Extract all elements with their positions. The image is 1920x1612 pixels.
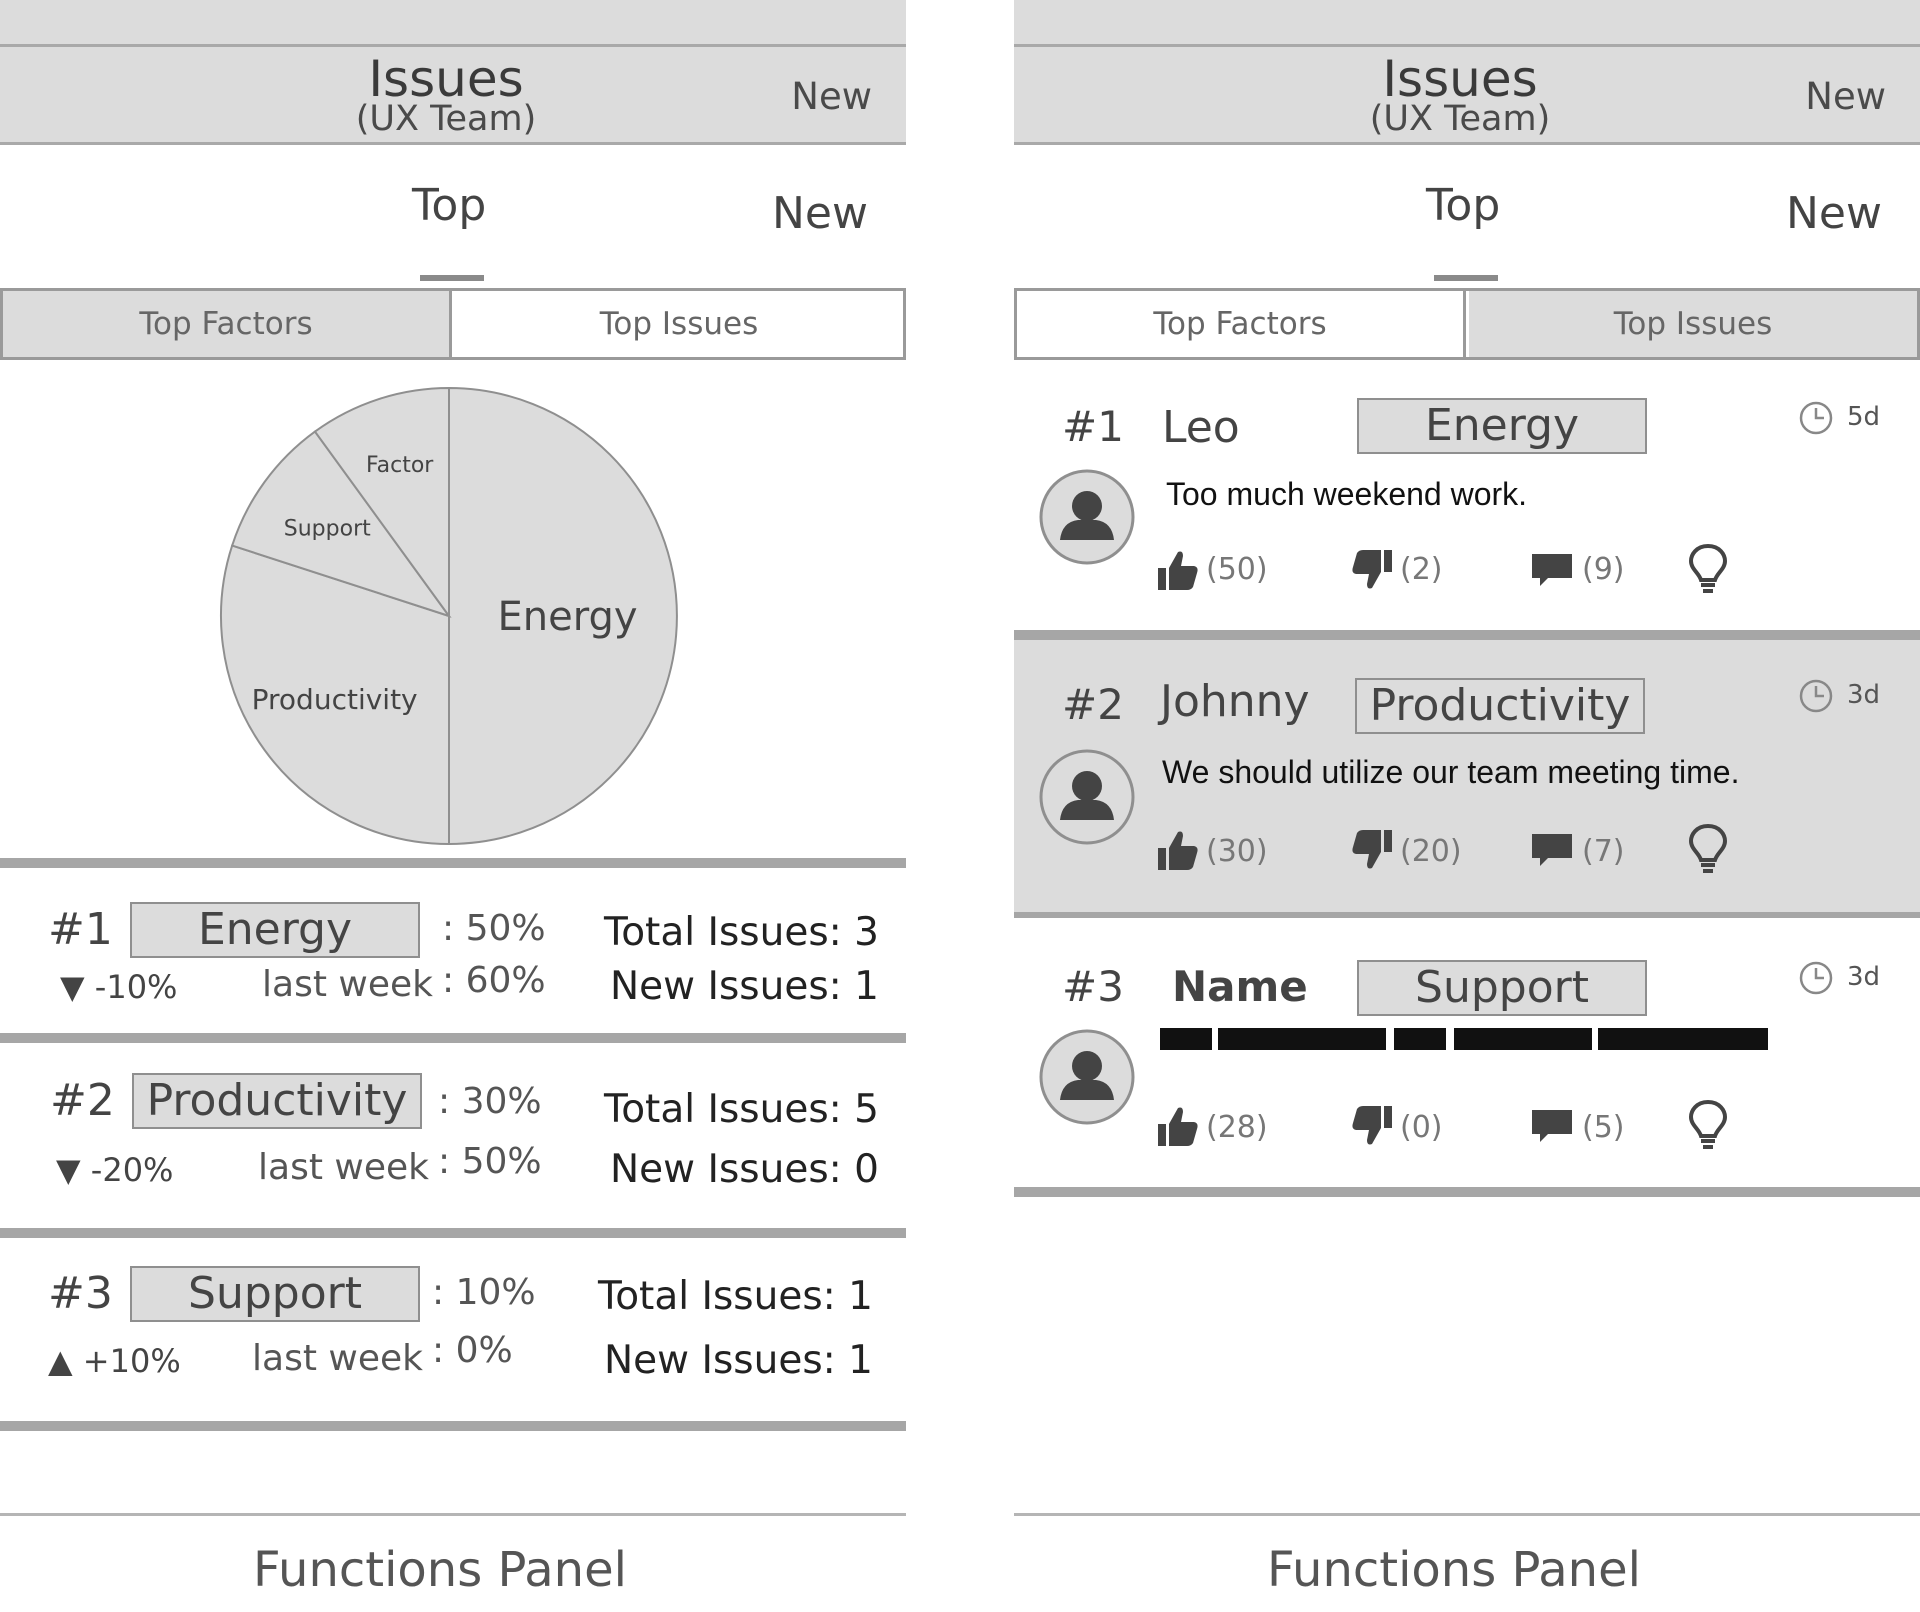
comment-icon[interactable] xyxy=(1528,826,1576,874)
total-issues: Total Issues: 1 xyxy=(598,1274,873,1319)
issue-author: Leo xyxy=(1162,402,1240,453)
redacted-text xyxy=(1598,1028,1768,1050)
likes-count: (30) xyxy=(1206,834,1268,869)
issue-rank: #1 xyxy=(1062,402,1124,451)
issue-age: 3d xyxy=(1847,962,1881,992)
thumbs-up-icon[interactable] xyxy=(1154,546,1202,594)
comments-count: (9) xyxy=(1582,552,1625,587)
last-week-label: last week xyxy=(262,964,433,1005)
issue-rank: #3 xyxy=(1062,962,1124,1011)
redacted-text xyxy=(1160,1028,1212,1050)
thumbs-down-icon[interactable] xyxy=(1348,546,1396,594)
clock-icon xyxy=(1798,678,1834,714)
pie-label-support: Support xyxy=(283,516,371,542)
functions-panel[interactable]: Functions Panel xyxy=(253,1542,627,1598)
comment-icon[interactable] xyxy=(1528,546,1576,594)
factor-trend: ▼ -10% xyxy=(60,968,178,1006)
likes-count: (28) xyxy=(1206,1110,1268,1145)
lightbulb-icon[interactable] xyxy=(1686,542,1730,596)
comments-count: (5) xyxy=(1582,1110,1625,1145)
issue-rank: #2 xyxy=(1062,680,1124,729)
new-issues: New Issues: 1 xyxy=(610,964,879,1009)
issue-author: Johnny xyxy=(1160,676,1310,727)
avatar-icon[interactable] xyxy=(1038,1028,1136,1126)
total-issues: Total Issues: 3 xyxy=(604,910,879,955)
new-issues: New Issues: 0 xyxy=(610,1147,879,1192)
total-issues: Total Issues: 5 xyxy=(604,1087,879,1132)
lightbulb-icon[interactable] xyxy=(1686,822,1730,876)
likes-count: (50) xyxy=(1206,552,1268,587)
functions-divider xyxy=(1014,1513,1920,1516)
factor-rank: #1 xyxy=(48,904,113,955)
divider xyxy=(0,858,906,868)
factor-rank: #3 xyxy=(48,1268,113,1319)
thumbs-down-icon[interactable] xyxy=(1348,1102,1396,1150)
tab-bar xyxy=(1014,148,1920,288)
factor-tag: Productivity xyxy=(132,1073,422,1129)
divider xyxy=(0,1033,906,1043)
tab-bar xyxy=(0,148,906,288)
issue-category-tag: Productivity xyxy=(1355,678,1645,734)
last-week-value: : 0% xyxy=(432,1330,513,1371)
status-bar xyxy=(1014,0,1920,47)
page-subtitle: (UX Team) xyxy=(355,99,537,139)
functions-panel[interactable]: Functions Panel xyxy=(1267,1542,1641,1598)
lightbulb-icon[interactable] xyxy=(1686,1098,1730,1152)
top-factors-screen xyxy=(0,0,906,1612)
tab-new[interactable]: New xyxy=(1786,188,1882,239)
last-week-label: last week xyxy=(252,1338,423,1379)
last-week-value: : 60% xyxy=(442,960,546,1001)
avatar-icon[interactable] xyxy=(1038,468,1136,566)
factor-row[interactable] xyxy=(0,1238,906,1398)
segment-top-factors[interactable]: Top Factors xyxy=(1017,291,1466,357)
issue-age: 3d xyxy=(1847,680,1881,710)
issue-text: We should utilize our team meeting time. xyxy=(1162,754,1740,790)
new-issues: New Issues: 1 xyxy=(604,1338,873,1383)
factor-trend: ▲ +10% xyxy=(48,1342,181,1380)
tab-top[interactable]: Top xyxy=(1426,180,1501,231)
thumbs-down-icon[interactable] xyxy=(1348,826,1396,874)
page-subtitle: (UX Team) xyxy=(1369,99,1551,139)
functions-divider xyxy=(0,1513,906,1516)
factor-row[interactable] xyxy=(0,1043,906,1203)
segmented-control xyxy=(0,288,906,360)
factor-pie-chart xyxy=(216,383,682,849)
clock-icon xyxy=(1798,400,1834,436)
factor-row[interactable] xyxy=(0,868,906,1028)
factor-tag: Energy xyxy=(130,902,420,958)
divider xyxy=(0,1228,906,1238)
factor-rank: #2 xyxy=(50,1075,115,1126)
issue-age: 5d xyxy=(1847,402,1881,432)
last-week-value: : 50% xyxy=(438,1141,542,1182)
status-bar xyxy=(0,0,906,47)
dislikes-count: (2) xyxy=(1400,552,1443,587)
tab-top[interactable]: Top xyxy=(412,180,487,231)
dislikes-count: (20) xyxy=(1400,834,1462,869)
new-issue-button[interactable]: New xyxy=(1805,75,1886,118)
issue-category-tag: Support xyxy=(1357,960,1647,1016)
active-tab-indicator xyxy=(420,275,484,281)
issue-card[interactable] xyxy=(1014,922,1920,1182)
divider xyxy=(1014,630,1920,640)
segment-top-factors[interactable]: Top Factors xyxy=(3,291,452,357)
redacted-text xyxy=(1394,1028,1446,1050)
redacted-text xyxy=(1454,1028,1592,1050)
thumbs-up-icon[interactable] xyxy=(1154,1102,1202,1150)
app-header xyxy=(1014,47,1920,145)
comments-count: (7) xyxy=(1582,834,1625,869)
issue-author: Name xyxy=(1172,962,1308,1011)
top-issues-screen xyxy=(1014,0,1920,1612)
clock-icon xyxy=(1798,960,1834,996)
page-title: Issues xyxy=(1382,50,1538,108)
issue-category-tag: Energy xyxy=(1357,398,1647,454)
avatar-icon[interactable] xyxy=(1038,748,1136,846)
thumbs-up-icon[interactable] xyxy=(1154,826,1202,874)
factor-percent: : 30% xyxy=(438,1081,542,1122)
segment-top-issues[interactable]: Top Issues xyxy=(599,306,759,342)
factor-percent: : 50% xyxy=(442,908,546,949)
pie-label-productivity: Productivity xyxy=(251,682,418,716)
factor-trend: ▼ -20% xyxy=(56,1151,174,1189)
new-issue-button[interactable]: New xyxy=(791,75,872,118)
issue-card[interactable] xyxy=(1014,640,1920,912)
comment-icon[interactable] xyxy=(1528,1102,1576,1150)
divider xyxy=(0,1421,906,1431)
segmented-control xyxy=(1014,288,1920,360)
active-tab-indicator xyxy=(1434,275,1498,281)
pie-label-energy: Energy xyxy=(497,594,638,640)
pie-label-factor: Factor xyxy=(366,452,434,478)
issue-text: Too much weekend work. xyxy=(1166,476,1528,512)
factor-tag: Support xyxy=(130,1266,420,1322)
last-week-label: last week xyxy=(258,1147,429,1188)
tab-new[interactable]: New xyxy=(772,188,868,239)
segment-top-issues[interactable]: Top Issues xyxy=(1469,291,1917,357)
divider xyxy=(1014,1187,1920,1197)
page-title: Issues xyxy=(368,50,524,108)
redacted-text xyxy=(1218,1028,1386,1050)
dislikes-count: (0) xyxy=(1400,1110,1443,1145)
app-header xyxy=(0,47,906,145)
factor-percent: : 10% xyxy=(432,1272,536,1313)
issue-card[interactable] xyxy=(1014,362,1920,628)
